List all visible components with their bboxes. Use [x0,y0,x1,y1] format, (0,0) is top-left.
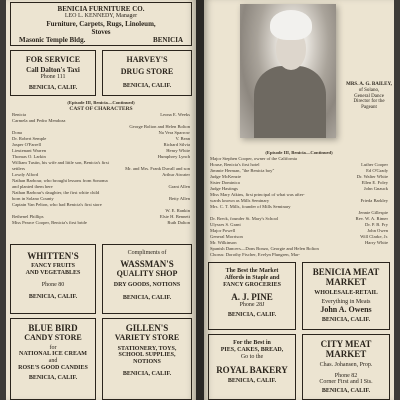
ad-subtitle: DRUG STORE [120,67,174,77]
ad-harveys [102,50,192,96]
ad-line: Everything in Meats [321,298,371,305]
photo-figure-body [254,66,326,138]
cast-player: Henry White [166,148,190,153]
cast-player: Will Clarke, Jr. [360,234,388,239]
ad-line: SCHOOL SUPPLIES, [118,352,176,359]
cast-role: Thomas O. Larkin [12,154,46,159]
ad-title: HARVEY'S [126,55,168,64]
caption-name: MRS. A. G. BAILEY, [346,82,392,87]
cast-role: Ulysses S. Grant [210,222,241,227]
cast-player: John Owen [367,228,388,233]
ad-city: BENICIA, CALIF. [321,316,371,323]
ad-line: Affords in Staple and [224,274,280,281]
ad-subtitle: MARKET [325,277,367,288]
episode-heading: (Episode III, Benicia—Continued) [265,150,333,155]
ad-owner: John A. Owens [320,305,372,315]
cast-role: Bethenel Phillips [12,214,44,219]
ad-city: BENICIA, CALIF. [28,294,78,301]
caption-line: of Solano, [358,87,380,93]
cast-player [386,252,388,258]
ad-title: BENICIA MEAT [312,267,380,277]
cast-role: Miss Mary Atkins, first principal of what was after- [210,192,305,197]
cast-player: Ellen E. Foley [361,180,388,185]
cast-player: Humphrey Lynch [157,154,190,159]
cast-player: Frieda Barkley [360,198,388,203]
ad-line: The Best the Market [225,268,279,274]
ad-title: BENICIA FURNITURE CO. [57,5,145,13]
cast-role: William Tustin, his wife and little son, Benicia's first [12,160,109,165]
cast-player: Betty Allen [168,196,190,201]
ad-subtitle: QUALITY SHOP [116,269,178,279]
cast-player: Ruth Dalton [167,220,190,225]
cast-role: Dr. Robert Semple [12,136,47,141]
ad-manager: LEO L. KENNEDY, Manager [64,13,138,20]
ad-address: Masonic Temple Bldg. [19,36,86,45]
cast-role: Lieutenant Warren [12,148,47,153]
ad-line: and [48,358,58,365]
cast-role: Benicia [12,112,27,117]
ad-subtitle: VARIETY STORE [114,333,180,343]
ad-line: DRY GOODS, NOTIONS [113,282,181,289]
ad-line: Call Dalton's Taxi [26,66,80,75]
ad-whittens [10,244,96,314]
cast-role: Captain Van Pelton, who had Benicia's first store [12,202,102,207]
ad-city: BENICIA, CALIF. [122,83,172,90]
photo-figure-hair [270,10,312,40]
left-page [6,0,196,400]
cast-role: House, Benicia's first hotel [210,162,260,167]
cast-player: John Gnauck [363,186,388,191]
cast-role: Dona [12,130,22,135]
ad-city: BENICIA, CALIF. [321,388,371,395]
cast-player: George Bolton and Helen Bolton [129,124,190,129]
cast-player: W. E. Rankin [165,208,190,213]
cast-player: Richard Silvia [163,142,190,147]
ad-gillens [102,318,192,400]
ad-royal-bakery [208,334,296,400]
cast-role: wards known as Mills Seminary [210,198,270,203]
cast-role: Judge Hastings [210,186,238,191]
ad-line: Go to the [240,353,264,360]
ad-line: NATIONAL ICE CREAM [19,351,87,358]
ad-top-line: Compliments of [127,250,167,256]
cast-player: Luther Cooper [361,162,388,167]
ad-benicia-meat-market [302,262,390,330]
ad-line: PIES, CAKES, BREAD, [220,346,284,353]
ad-city: BENICIA, CALIF. [227,378,277,385]
cast-row [12,220,190,226]
ad-line: Corner First and I Sts. [319,379,373,386]
ad-title: WHITTEN'S [27,251,79,261]
photo-caption [344,82,394,111]
caption-line: Director for the [353,99,385,105]
cast-role: Miss Pearce Cooper, Benicia's first bride [12,220,87,225]
cast-role: Lowdy Alford [12,172,39,177]
cast-player: Leona E. Weeks [160,112,190,117]
ad-pine-groceries [208,262,296,330]
cast-heading: CAST OF CHARACTERS [69,106,133,112]
ad-blue-bird [10,318,96,400]
cast-player: Dr. Walter White [356,174,388,179]
booklet-spread [6,0,394,400]
ad-for-service [10,50,96,96]
ad-line: FANCY FRUITS [31,263,75,270]
cast-list-right [210,150,388,258]
ad-line: FANCY GROCERIES [223,281,281,288]
cast-role: Spanish Dancers—Dons Bonzo, Georgie and Helen Bolton [210,246,319,251]
ad-city: BENICIA, CALIF. [122,371,172,378]
ad-line: NOTIONS [133,359,161,366]
ad-line: ROSE'S GOOD CANDIES [18,365,88,372]
ad-title: BLUE BIRD [28,323,78,333]
cast-player: Mr. and Mrs. Frank Duvall and son [125,166,190,171]
ad-line: AND VEGETABLES [25,270,81,277]
ad-line: Chas. Johansen, Prop. [319,361,373,368]
cast-role: Nathan Barbour, who brought lessons from Sonoma [12,178,108,183]
ad-title: FOR SERVICE [25,55,81,64]
cast-role: Mr. Wilkinson [210,240,237,245]
ad-city: BENICIA, CALIF. [28,375,78,382]
ad-city: BENICIA, CALIF. [28,85,78,92]
cast-role: born in Solano County [12,196,54,201]
caption-line: General Dance [354,93,384,99]
cast-player: Harry White [364,240,388,245]
caption-line: Pageant [361,105,377,110]
cast-player: Dr. P. B. Fry [365,222,388,227]
cast-role: Dr. Breck, founder St. Mary's School [210,216,279,221]
ad-phone: Phone 111 [40,74,66,81]
cast-player: Elsie H. Bennett [159,214,190,219]
ad-wassmans [102,244,192,314]
binding-gutter [196,0,204,400]
ad-phone: Phone 82 [334,372,358,379]
cast-role: Jimmie Herman, "the Benicia boy" [210,168,275,173]
cast-player: Ed O'Grady [366,168,388,173]
ad-title: GILLEN'S [125,323,169,333]
cast-role: Judge McKenzie [210,174,241,179]
right-page [204,0,394,400]
ad-phone: Phone 28J [239,302,265,309]
ad-title: ROYAL BAKERY [216,364,288,375]
cast-player: Jennie Gillespie [358,210,388,215]
portrait-photo [240,4,336,138]
cast-role: Major Stephen Cooper, owner of the California [210,156,297,161]
ad-subtitle: CANDY STORE [24,333,82,343]
cast-role: Major Powell [210,228,236,233]
ad-line: For the Best in [233,340,271,346]
cast-player: Grant Allen [168,184,190,189]
ad-line: STATIONERY, TOYS, [117,345,177,352]
ad-phone: Phone 80 [41,282,65,289]
cast-player: Arthur Atwater [162,172,190,177]
ad-line: for [49,344,57,351]
cast-role: General Morrison [210,234,243,239]
cast-list-left [12,100,190,226]
ad-line: Furniture, Carpets, Rugs, Linoleum, [46,19,156,28]
cast-player: Rev. W. A. Rimer [355,216,388,221]
episode-heading: (Episode III, Benicia—Continued) [67,100,135,105]
cast-role: Carmela and Pedro Mendoza [12,118,66,123]
ad-city: BENICIA [153,36,183,45]
ad-city: BENICIA, CALIF. [122,295,172,302]
ad-title: A. J. PINE [231,291,273,302]
cast-role: Nathan Barbour's daughter, the first white child [12,190,100,195]
ad-city-meat-market [302,334,390,400]
cast-player: Na Vera Sparrow [158,130,190,135]
cast-role: Chorus: Dorothy Fischer, Evelyn Plungren, Mar- [210,252,300,257]
cast-role: Jasper O'Farrell [12,142,42,147]
ad-line: WHOLESALE-RETAIL [314,289,378,296]
cast-role: settlers [12,166,26,171]
cast-role: Sister Dominica [210,180,240,185]
ad-title: CITY MEAT [320,339,372,349]
ad-benicia-furniture [10,2,192,46]
ad-subtitle: MARKET [325,349,367,360]
cast-role: Mrs. C. T. Mills, founder of Mills Seminary [210,204,291,209]
cast-row [210,252,388,258]
ad-city: BENICIA, CALIF. [227,311,277,318]
cast-role: and planted them here [12,184,53,189]
cast-player: V. Bean [175,136,190,141]
ad-line: Stoves [91,27,111,36]
ad-title: WASSMAN'S [120,258,174,269]
